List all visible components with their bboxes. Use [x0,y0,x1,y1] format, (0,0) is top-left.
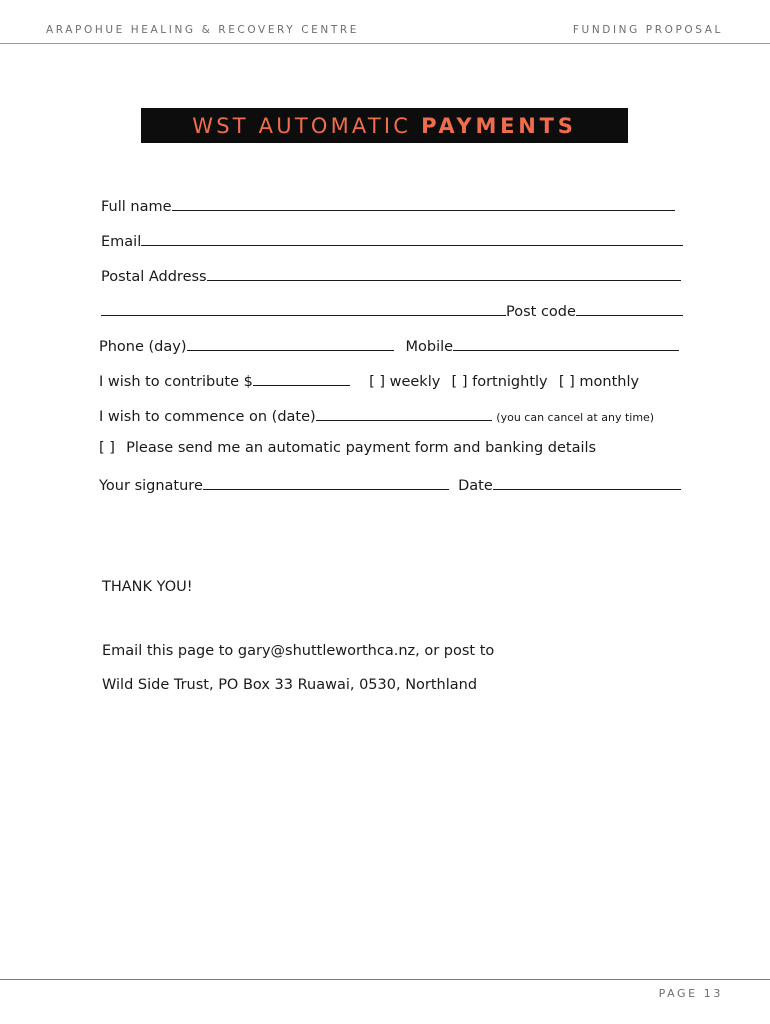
thank-you-text: THANK YOU! [102,579,193,595]
date-label: Date [458,478,493,495]
commence-date-field[interactable] [316,406,492,421]
email-instructions-text: Email this page to gary@shuttleworthca.nz, or post to [102,643,495,659]
date-field[interactable] [493,475,681,490]
phone-day-field[interactable] [187,336,394,351]
header-divider [0,43,770,44]
mobile-label: Mobile [405,339,454,356]
send-form-row [99,440,596,456]
postal-address-row [101,266,681,285]
postal-address-field[interactable] [207,266,681,281]
send-form-checkbox[interactable]: [ ] [99,440,115,456]
postal-address-line2-field[interactable] [101,301,506,316]
email-field[interactable] [141,231,683,246]
full-name-label: Full name [101,199,172,216]
weekly-checkbox[interactable]: [ ] [369,374,385,391]
header-section: FUNDING PROPOSAL [572,24,723,36]
commence-label: I wish to commence on (date) [99,409,316,426]
post-code-label: Post code [506,304,576,321]
monthly-checkbox[interactable]: [ ] [558,374,575,391]
section-banner [141,108,628,143]
email-row [101,231,683,250]
send-form-label: Please send me an automatic payment form and banking details [126,440,597,456]
postal-address-label: Postal Address [101,269,207,286]
full-name-row [101,196,675,215]
signature-row [99,475,681,494]
contribute-row [99,371,639,390]
phone-day-label: Phone (day) [99,339,187,356]
weekly-label: weekly [389,374,441,391]
address-postcode-row [101,301,683,320]
monthly-label: monthly [579,374,640,391]
banner-title-light: WST AUTOMATIC [192,113,412,138]
signature-field[interactable] [203,475,449,490]
footer-divider [0,979,770,980]
fortnightly-checkbox[interactable]: [ ] [451,374,468,391]
commence-row [99,406,654,425]
page-number: PAGE 13 [658,987,723,1000]
contribute-amount-field[interactable] [253,371,350,386]
banner-title-bold: PAYMENTS [421,113,577,138]
contribute-label: I wish to contribute $ [99,374,253,391]
postal-instructions-text: Wild Side Trust, PO Box 33 Ruawai, 0530, Northland [102,677,478,693]
post-code-field[interactable] [576,301,683,316]
phone-row [99,336,679,355]
full-name-field[interactable] [172,196,675,211]
cancel-note: (you can cancel at any time) [496,411,655,425]
email-label: Email [101,234,142,251]
signature-label: Your signature [99,478,203,495]
fortnightly-label: fortnightly [472,374,548,391]
mobile-field[interactable] [453,336,679,351]
header-organization: ARAPOHUE HEALING & RECOVERY CENTRE [46,24,359,36]
